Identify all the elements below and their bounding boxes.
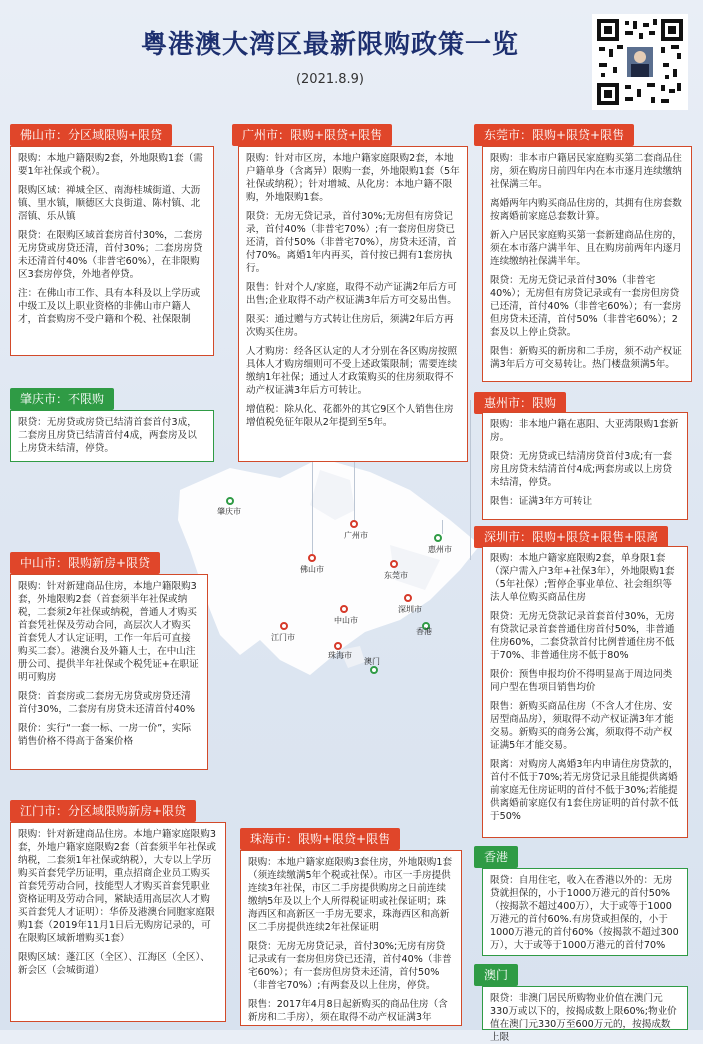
foshan-tag: 佛山市：分区域限购+限贷 (10, 124, 172, 146)
huizhou-panel (482, 412, 688, 520)
zhongshan-text: 限价：实行“一套一标、一房一价”，实际销售价格不得高于备案价格 (18, 723, 192, 747)
shenzhen-panel (482, 546, 688, 838)
map-label-shenzhen: 深圳市 (398, 605, 422, 614)
map-label-zhongshan: 中山市 (334, 616, 358, 625)
zhongshan-text: 限购：针对新建商品住房，本地户籍限购3套，外地限购2套（首套须半年社保或纳税，二套须2年社保或纳税，普通人才购买首套凭社保及劳动合同，高层次人才购买首套凭人才认定证明，工作一年后可直接购买二套）。港澳台及外籍人士，在中山注册公司、提供半年社保或个税凭证+在职证明可购房 (18, 581, 199, 683)
dongguan-text: 限售：新购买的新房和二手房，须不动产权证满3年后方可交易转让。热门楼盘须满5年。 (490, 346, 682, 370)
jiangmen-tag: 江门市：分区域限购新房+限贷 (10, 800, 196, 822)
zhuhai-text: 限购：本地户籍家庭限购3套住房，外地限购1套（须连续缴满5年个税或社保）。市区一手房提供连续3年社保，市区二手房提供购房之日前连续缴纳5年及以上个人所得税证明或社保证明；珠海西区和高新区一手房无要求，珠海西区和高新区二手房提供连续2年社保证明 (248, 857, 453, 933)
shenzhen-marker-icon (404, 594, 412, 602)
guangzhou-text: 限售：针对个人/家庭，取得不动产证满2年后方可出售;企业取得不动产权证满3年后方可交易出售。 (246, 282, 457, 306)
huizhou-text: 限售：证满3年方可转让 (490, 496, 593, 507)
foshan-text: 限贷：在限购区域首套房首付30%，二套房无房贷或房贷还清，首付30%；二套房房贷未还清首付40%（非普宅60%），在非限购区3套房停贷，外地者停贷。 (18, 230, 203, 280)
guangzhou-text: 限买：通过赠与方式转让住房后，须满2年后方再次购买住房。 (246, 314, 454, 338)
jiangmen-marker-icon (280, 622, 288, 630)
zhaoqing-panel (10, 410, 214, 462)
connector-line (312, 462, 313, 554)
guangzhou-text: 人才购房：经各区认定的人才分别在各区购房按照具体人才购房细则可不受上述政策限制；需要连续缴纳1年社保；通过人才政策购买的住房须取得不动产权证满3年后方可转让。 (246, 346, 458, 396)
jiangmen-panel (10, 822, 226, 1022)
huizhou-tag: 惠州市：限购 (474, 392, 566, 414)
zhongshan-panel (10, 574, 208, 770)
hongkong-tag: 香港 (474, 846, 518, 868)
guangzhou-text: 限购：针对市区房，本地户籍家庭限购2套，本地户籍单身（含离异）限购一套，外地限购1套（5年社保或纳税）；针对增城、从化房：本地户籍不限购，外地限购1套。 (246, 153, 460, 203)
dongguan-text: 离婚两年内购买商品住房的，其拥有住房套数按离婚前家庭总套数计算。 (490, 198, 682, 222)
foshan-text: 注：在佛山市工作、具有本科及以上学历或中级工及以上职业资格的非佛山市户籍人才，首套购房不受户籍和个税、社保限制 (18, 288, 201, 325)
foshan-text: 限购区域：禅城全区、南海桂城街道、大沥镇、里水镇，顺德区大良街道、陈村镇、北滘镇、乐从镇 (18, 185, 201, 222)
zhaoqing-marker-icon (226, 497, 234, 505)
map-label-macau: 澳门 (364, 657, 380, 666)
shenzhen-tag: 深圳市：限购+限贷+限售+限离 (474, 526, 668, 548)
map-label-jiangmen: 江门市 (271, 633, 295, 642)
huizhou-marker-icon (434, 534, 442, 542)
shenzhen-text: 限价：预售申报均价不得明显高于周边同类同户型在售项目销售均价 (490, 669, 673, 693)
page-date: (2021.8.9) (295, 72, 365, 87)
guangzhou-marker-icon (350, 520, 358, 528)
zhongshan-text: 限贷：首套房或二套房无房贷或房贷还清首付30%，二套房有房贷未还清首付40% (18, 691, 195, 715)
foshan-marker-icon (308, 554, 316, 562)
page-title: 粤港澳大湾区最新限购政策一览 (140, 30, 519, 60)
shenzhen-text: 限离：对购房人离婚3年内申请住房贷款的，首付不低于70%;若无房贷记录且能提供离婚前家庭无住房证明的首付不低于30%;若能提供离婚前家庭仅有1套住房证明的首付款不低于50% (490, 759, 679, 822)
connector-line (470, 400, 471, 560)
connector-line (354, 462, 355, 520)
guangzhou-tag: 广州市：限购+限贷+限售 (232, 124, 392, 146)
zhongshan-tag: 中山市：限购新房+限贷 (10, 552, 160, 574)
guangzhou-text: 增值税：除从化、花都外的其它9区个人销售住房增值税免征年限从2年提到至5年。 (246, 404, 454, 428)
map-label-zhaoqing: 肇庆市 (217, 507, 241, 516)
shenzhen-text: 限贷：无房无贷款记录首套首付30%，无房有贷款记录首套普通住房首付50%，非普通住房60%，二套贷款首付比例普通住房不低于70%、非普通住房不低于80% (490, 611, 675, 661)
jiangmen-text: 限购：针对新建商品住房。本地户籍家庭限购3套，外地户籍家庭限购2套（首套须半年社保或纳税，二套须1年社保或纳税），大专以上学历购买首套凭学历证明，重点招商企业员工购买首套凭劳动合同，技能型人才购买首套凭职业资格证明及劳动合同，紧缺适用高层次人才购买首套凭人才证明）：华侨及港澳台同胞家庭限购1套（2019年11月1日后无购房记录的，可在限购区域新增购买1套） (18, 829, 216, 944)
guangzhou-panel (238, 146, 468, 462)
dongguan-tag: 东莞市：限购+限贷+限售 (474, 124, 634, 146)
macau-tag: 澳门 (474, 964, 518, 986)
map-label-hongkong: 香港 (416, 627, 432, 636)
shenzhen-text: 限购：本地户籍家庭限购2套，单身限1套（深户需入户3年+社保3年），外地限购1套（5年社保）;暂停企事业单位、社会组织等法人单位购买商品住房 (490, 553, 675, 603)
macau-panel (482, 986, 688, 1043)
dongguan-text: 限贷：无房无贷记录首付30%（非普宅40%）；无房但有房贷记录或有一套房但房贷已还清，首付40%（非普宅60%）；有一套房但房贷未还清，首付50%（非普宅60%）；2套及以上停止贷款。 (490, 275, 682, 338)
map-label-huizhou: 惠州市 (428, 545, 452, 554)
map-label-foshan: 佛山市 (300, 565, 324, 574)
macau-marker-icon (370, 666, 378, 674)
foshan-text: 限购：本地户籍限购2套，外地限购1套（需要1年社保或个税）。 (18, 153, 203, 177)
qr-code (592, 14, 688, 110)
hongkong-panel (482, 868, 688, 956)
zhuhai-tag: 珠海市：限购+限贷+限售 (240, 828, 400, 850)
shenzhen-text: 限售：新购买商品住房（不含人才住房、安居型商品房），须取得不动产权证满3年才能交易。新购买的商务公寓，须取得不动产权证满5年才能交易。 (490, 701, 674, 751)
zhaoqing-tag: 肇庆市：不限购 (10, 388, 114, 410)
zhaoqing-text: 限贷：无房贷或房贷已结清首套首付3成，二套房且房贷已结清首付4成，两套房及以上房贷未结清，停贷。 (18, 417, 197, 454)
zhuhai-panel (240, 850, 462, 1026)
map-label-dongguan: 东莞市 (384, 571, 408, 580)
hongkong-text: 限贷：自用住宅，收入在香港以外的：无房贷就担保的，小于1000万港元的首付50%（按揭款不超过400万），大于或等于1000万港元的首付60%.有房贷或担保的，小于1000万港元的首付60%（按揭款不超过300万），大于或等于1000万港元的首付70% (490, 875, 679, 951)
dongguan-panel (482, 146, 692, 382)
foshan-panel (10, 146, 214, 356)
zhongshan-marker-icon (340, 605, 348, 613)
macau-text: 限贷：非澳门居民所购物业价值在澳门元330万或以下的，按揭成数上限60%;物业价值在澳门元330万至600万元的，按揭成数上限 (490, 993, 677, 1043)
huizhou-text: 限贷：无房贷或已结清房贷首付3成;有一套房且房贷未结清首付4成;两套房或以上房贷未结清，停贷。 (490, 451, 673, 488)
connector-line (442, 520, 443, 534)
zhuhai-text: 限售：2017年4月8日起新购买的商品住房（含新房和二手房），须在取得不动产权证满3年 (248, 999, 448, 1023)
map-label-zhuhai: 珠海市 (328, 651, 352, 660)
dongguan-text: 限购：非本市户籍居民家庭购买第二套商品住房，须在购房日前四年内在本市逐月连续缴纳社保满三年。 (490, 153, 682, 190)
zhuhai-text: 限贷：无房无房贷记录，首付30%;无房有房贷记录或有一套房但房贷已还清，首付40%（非普宅60%）；有一套房但房贷未还清，首付50%（非普宅70%）;有两套及以上住房，停贷。 (248, 941, 452, 991)
guangzhou-text: 限贷：无房无贷记录，首付30%;无房但有房贷记录，首付40%（非普宅70%）;有一套房但房贷已还清，首付50%（非普宅70%），房贷未还清，首付70%。离婚1年内再买，首付按已拥有1套房执行。 (246, 211, 457, 274)
huizhou-text: 限购：非本地户籍在惠阳、大亚湾限购1套新房。 (490, 419, 679, 443)
dongguan-text: 新入户居民家庭购买第一套新建商品住房的，须在本市落户满半年、且在购房前两年内逐月连续缴纳社保满半年。 (490, 230, 682, 267)
zhuhai-marker-icon (334, 642, 342, 650)
map-label-guangzhou: 广州市 (344, 531, 368, 540)
jiangmen-text: 限购区域：蓬江区（全区）、江海区（全区）、新会区（会城街道） (18, 952, 210, 976)
dongguan-marker-icon (390, 560, 398, 568)
